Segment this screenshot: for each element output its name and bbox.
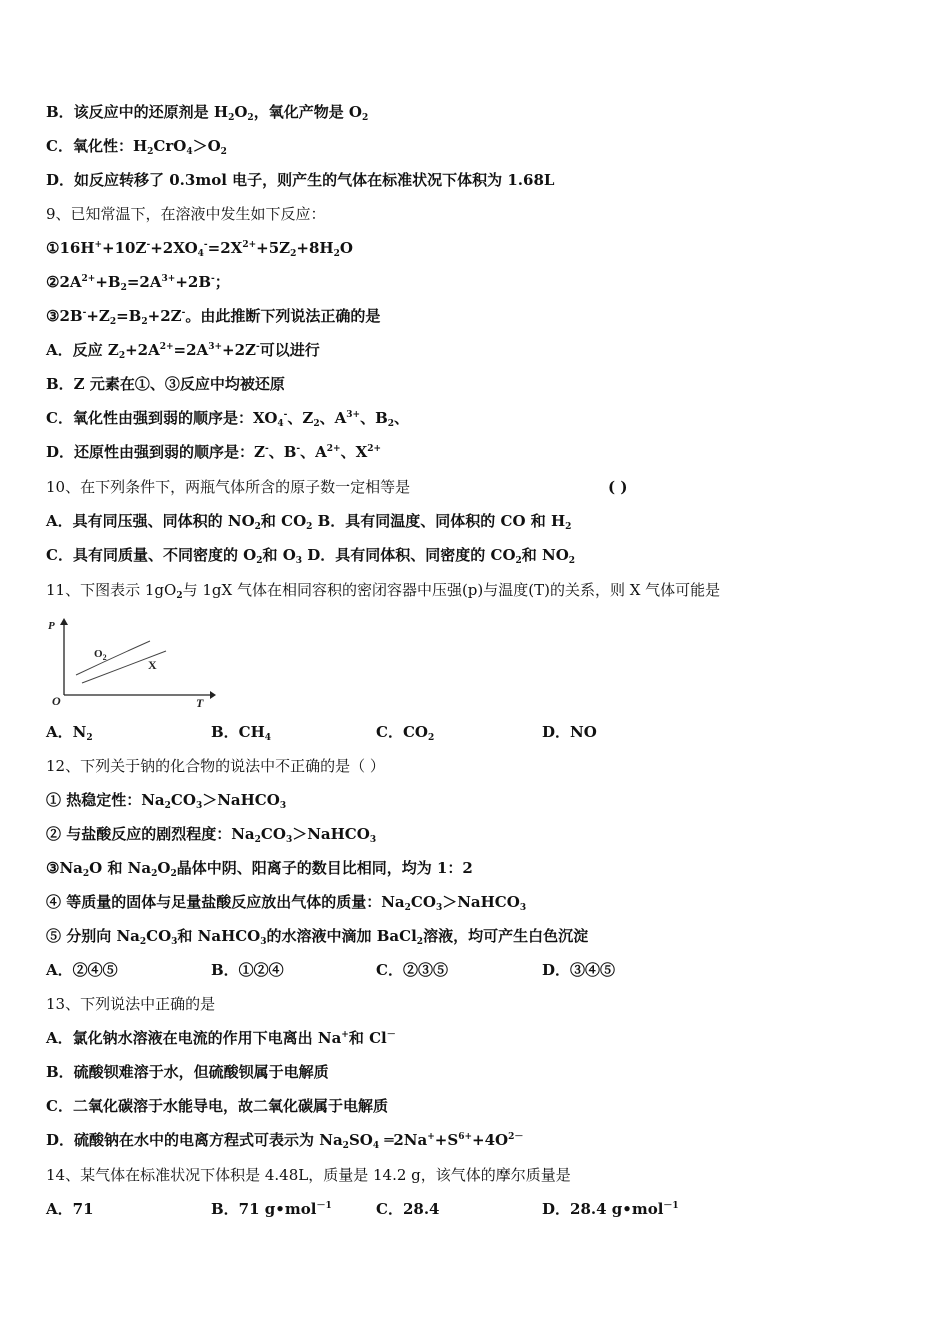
q14-stem: 14、某气体在标准状况下体积是 4.48L，质量是 14.2 g，该气体的摩尔质量是 <box>46 1166 571 1184</box>
q12-option-c: C．②③⑤ <box>376 961 448 979</box>
t-axis-arrow <box>210 691 216 699</box>
q13-option-b: B．硫酸钡难溶于水，但硫酸钡属于电解质 <box>46 1063 329 1081</box>
q11-stem: 11、下图表示 $1gO_2$与 1gX 气体在相同容积的密闭容器中压强(p)与温度(T)的关系，则 X 气体可能是 <box>46 581 721 601</box>
q8-option-d: D．如反应转移了 0.3mol 电子，则产生的气体在标准状况下体积为 1.68L <box>46 171 555 189</box>
q9-option-b: B．Z 元素在①、③反应中均被还原 <box>46 375 285 393</box>
q14-option-a: A．71 <box>46 1200 94 1218</box>
q9-reaction-3: $③2B^-+Z_2=B_2+2Z^-$。由此推断下列说法正确的是 <box>46 307 381 327</box>
q12-option-b: B．①②④ <box>211 961 284 979</box>
q13-stem: 13、下列说法中正确的是 <box>46 995 216 1013</box>
x-curve-label: X <box>148 658 157 672</box>
q11-option-b: B．$CH_4$ <box>211 723 272 743</box>
q11-option-c: C．$CO_2$ <box>376 723 435 743</box>
q14-option-b: B．71 g•mol$^{-1}$ <box>211 1200 332 1218</box>
q11-option-a: A．$N_2$ <box>46 723 93 743</box>
q14-option-c: C．28.4 <box>376 1200 440 1218</box>
q12-statement-5: ⑤ 分别向 $Na_2CO_3$和 NaHCO$_3$的水溶液中滴加 BaCl$_2$溶液，均可产生白色沉淀 <box>46 927 589 947</box>
origin-label: O <box>52 694 61 707</box>
q10-options-cd: C．具有同质量、不同密度的 $O_2$和 $O_3$ D．具有同体积、同密度的 $CO_2$和 $NO_2$ <box>46 546 576 566</box>
o2-curve <box>76 641 150 675</box>
q12-option-a: A．②④⑤ <box>46 961 118 979</box>
q12-option-d: D．③④⑤ <box>542 961 616 979</box>
q9-stem: 9、已知常温下，在溶液中发生如下反应： <box>46 205 326 223</box>
q12-stem: 12、下列关于钠的化合物的说法中不正确的是（ ） <box>46 757 385 775</box>
q14-option-d: D．28.4 g•mol$^{-1}$ <box>542 1200 679 1218</box>
q9-option-c: C．氧化性由强到弱的顺序是：$XO_4^-$、$Z_2$、$A^{3+}$、$B_2$、 <box>46 409 410 429</box>
q8-option-b: B．该反应中的还原剂是 $H_2O_2$，氧化产物是 $O_2$ <box>46 103 369 123</box>
q12-statement-2: ② 与盐酸反应的剧烈程度：$Na_2CO_3>NaHCO_3$ <box>46 825 377 845</box>
q13-option-c: C．二氧化碳溶于水能导电，故二氧化碳属于电解质 <box>46 1097 388 1115</box>
q8-option-c: C．氧化性：$H_2CrO_4>O_2$ <box>46 137 227 157</box>
o2-curve-label: $O_2$ <box>94 648 107 662</box>
p-axis-label: P <box>48 620 55 632</box>
p-axis-arrow <box>60 618 68 625</box>
q10-stem: 10、在下列条件下，两瓶气体所含的原子数一定相等是 ( ) <box>46 478 628 496</box>
q12-statement-4: ④ 等质量的固体与足量盐酸反应放出气体的质量：$Na_2CO_3>NaHCO_3$ <box>46 893 527 913</box>
q10-options-ab: A．具有同压强、同体积的 $NO_2$和 $CO_2$ B．具有同温度、同体积的 CO 和 $H_2$ <box>46 512 572 532</box>
t-axis-label: T <box>196 696 204 707</box>
q13-option-d: D．硫酸钠在水中的电离方程式可表示为 $Na_2SO_4$ $═2Na^++S^{6+}+4O^{2-}$ <box>46 1131 524 1151</box>
pressure-temperature-graph <box>44 615 216 707</box>
q12-statement-3: $③Na_2O$ 和 $Na_2O_2$晶体中阴、阳离子的数目比相同，均为 1：2 <box>46 859 473 879</box>
q13-option-a: A．氯化钠水溶液在电流的作用下电离出 Na+和 Cl－ <box>46 1029 396 1047</box>
q12-statement-1: ① 热稳定性：$Na_2CO_3>NaHCO_3$ <box>46 791 287 811</box>
q10-answer-paren: ( ) <box>608 478 628 496</box>
q11-option-d: D．NO <box>542 723 597 741</box>
q9-reaction-2: $②2A^{2+}+B_2=2A^{3+}+2B^-$； <box>46 273 230 293</box>
q9-option-d: D．还原性由强到弱的顺序是：Z-、B-、$A^{2+}$、$X^{2+}$ <box>46 443 382 461</box>
q9-option-a: A．反应 $Z_2+2A^{2+}=2A^{3+}+2Z^-$可以进行 <box>46 341 320 361</box>
q9-reaction-1: $①16H^++10Z^-+2XO_4^-=2X^{2+}+5Z_2+8H_2O$ <box>46 239 353 259</box>
